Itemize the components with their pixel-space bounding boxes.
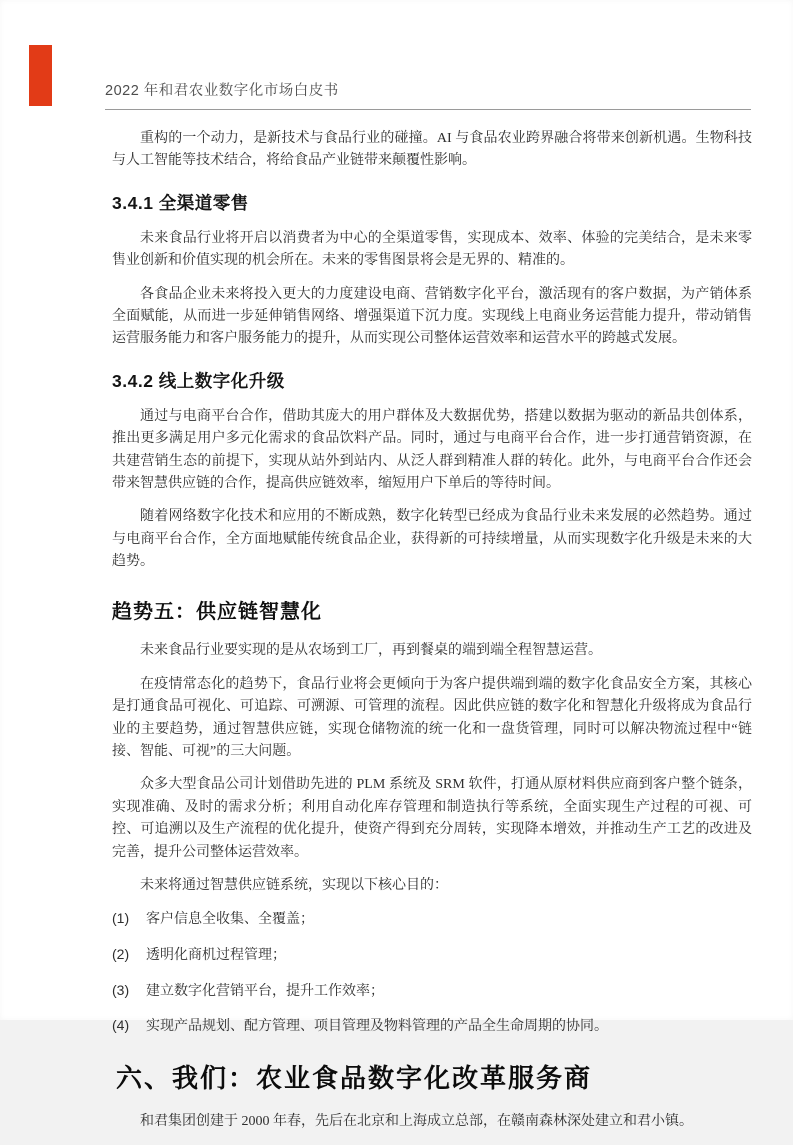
list-item-number: (4)	[112, 1017, 130, 1034]
list-item	[112, 944, 752, 967]
document-body	[112, 128, 752, 1145]
list-item	[112, 1015, 752, 1038]
red-accent-bar	[29, 45, 52, 106]
list-item-text: 建立数字化营销平台，提升工作效率；	[146, 983, 384, 999]
page-header	[105, 0, 751, 110]
list-item-number: (2)	[112, 946, 130, 963]
paragraph: 众多大型食品公司计划借助先进的 PLM 系统及 SRM 软件，打通从原材料供应商到客户整个链条，实现准确、及时的需求分析；利用自动化库存管理和制造执行等系统，全面实现生产过程的可视、可控、可追溯以及生产流程的优化提升，使资产得到充分周转，实现降本增效，并推动生产工艺的改进及完善，提升公司整体运营效率。	[112, 777, 752, 860]
trend5-heading: 趋势五：供应链智慧化	[112, 601, 322, 624]
list-item-text: 透明化商机过程管理；	[146, 948, 286, 964]
paragraph-intro: 重构的一个动力，是新技术与食品行业的碰撞。AI 与食品农业跨界融合将带来创新机遇。生物科技与人工智能等技术结合，将给食品产业链带来颠覆性影响。	[112, 131, 752, 169]
list-item-text: 实现产品规划、配方管理、项目管理及物料管理的产品全生命周期的协同。	[146, 1019, 608, 1035]
paragraph: 各食品企业未来将投入更大的力度建设电商、营销数字化平台，激活现有的客户数据，为产销体系全面赋能，从而进一步延伸销售网络、增强渠道下沉力度。实现线上电商业务运营能力提升，带动销售运营服务能力和客户服务能力的提升，从而实现公司整体运营效率和运营水平的跨越式发展。	[112, 286, 752, 347]
list-item-number: (1)	[112, 910, 130, 927]
paragraph: 未来食品行业要实现的是从农场到工厂，再到餐桌的端到端全程智慧运营。	[140, 643, 602, 659]
list-intro-paragraph: 未来将通过智慧供应链系统，实现以下核心目的：	[140, 877, 448, 893]
paragraph: 在疫情常态化的趋势下，食品行业将会更倾向于为客户提供端到端的数字化食品安全方案，其核心是打通食品可视化、可追踪、可溯源、可管理的流程。因此供应链的数字化和智慧化升级将成为食品行业的主要趋势，通过智慧供应链，实现仓储物流的统一化和一盘货管理，同时可以解决物流过程中“链接、智能、可视”的三大问题。	[112, 676, 752, 760]
report-title: 2022 年和君农业数字化市场白皮书	[105, 83, 339, 99]
paragraph: 和君集团创建于 2000 年春，先后在北京和上海成立总部，在赣南森林深处建立和君小镇。	[140, 1114, 693, 1130]
core-goals-list	[112, 908, 752, 1038]
list-item	[112, 980, 752, 1003]
section6-heading: 六、我们：农业食品数字化改革服务商	[116, 1063, 593, 1094]
list-item	[112, 908, 752, 931]
list-item-text: 客户信息全收集、全覆盖；	[146, 912, 314, 928]
section-heading-3-4-1: 3.4.1 全渠道零售	[112, 192, 249, 213]
paragraph: 未来食品行业将开启以消费者为中心的全渠道零售，实现成本、效率、体验的完美结合，是未来零售业创新和价值实现的机会所在。未来的零售图景将会是无界的、精准的。	[112, 230, 752, 269]
paragraph: 通过与电商平台合作，借助其庞大的用户群体及大数据优势，搭建以数据为驱动的新品共创体系，推出更多满足用户多元化需求的食品饮料产品。同时，通过与电商平台合作，进一步打通营销资源，在共建营销生态的前提下，实现从站外到站内、从泛人群到精准人群的转化。此外，与电商平台合作还会带来智慧供应链的合作，提高供应链效率，缩短用户下单后的等待时间。	[112, 408, 752, 491]
section-heading-3-4-2: 3.4.2 线上数字化升级	[112, 370, 285, 391]
paragraph: 随着网络数字化技术和应用的不断成熟，数字化转型已经成为食品行业未来发展的必然趋势。通过与电商平台合作，全方面地赋能传统食品企业，获得新的可持续增量，从而实现数字化升级是未来的大趋势。	[112, 509, 752, 570]
list-item-number: (3)	[112, 981, 130, 998]
